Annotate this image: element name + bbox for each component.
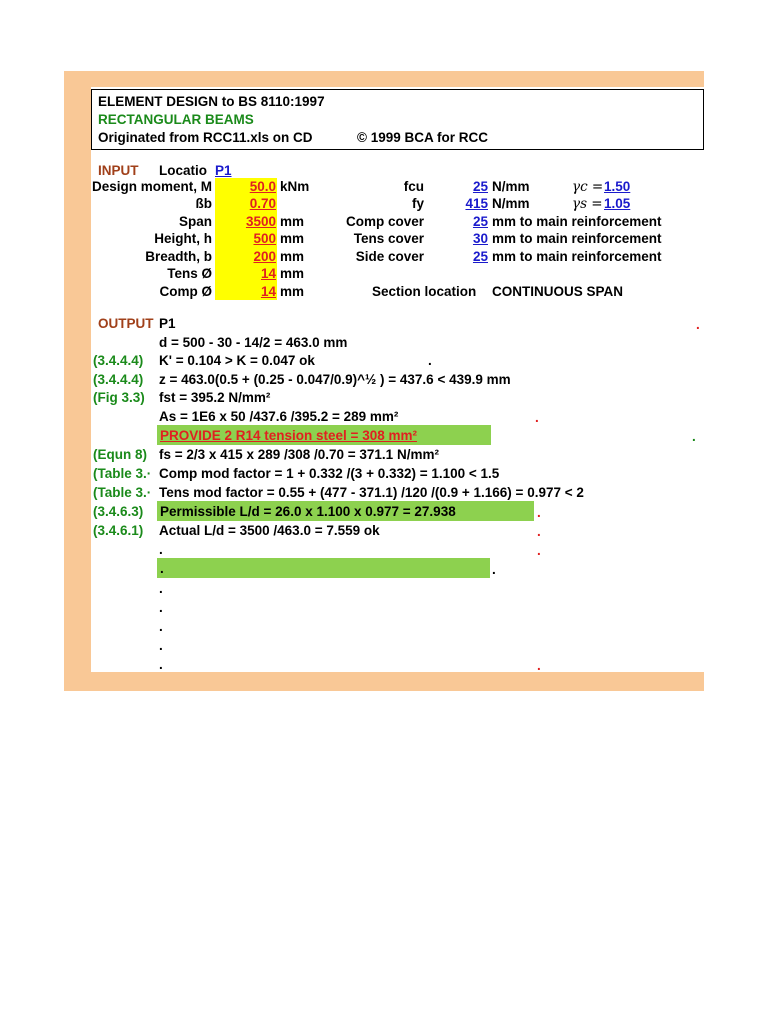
gamma-s-input[interactable]: 1.05 <box>604 196 631 211</box>
empty-line: . <box>159 581 163 596</box>
comp-dia-label: Comp Ø <box>159 284 212 299</box>
empty-line: . <box>159 657 163 672</box>
input-section-label: INPUT <box>98 163 139 178</box>
height-input[interactable]: 500 <box>253 231 276 246</box>
effective-depth-line: d = 500 - 30 - 14/2 = 463.0 mm <box>159 335 348 350</box>
comp-cover-input[interactable]: 25 <box>472 214 488 229</box>
output-ref: (Fig 3.3) <box>93 390 145 405</box>
comp-mod-factor-line: Comp mod factor = 1 + 0.332 /(3 + 0.332) = 1.100 < 1.5 <box>159 466 500 481</box>
marker-dot: . <box>492 562 496 577</box>
k-check-line: K' = 0.104 > K = 0.047 ok <box>159 353 315 368</box>
beta-b-label: ßb <box>195 196 212 211</box>
title-origin: Originated from RCC11.xls on CD <box>98 130 313 145</box>
empty-line: . <box>159 638 163 653</box>
title-standard: ELEMENT DESIGN to BS 8110:1997 <box>98 94 325 109</box>
height-label: Height, h <box>154 231 212 246</box>
marker-dot: . <box>535 410 539 425</box>
gamma-c-label: γc = <box>572 179 604 195</box>
provide-steel-line: PROVIDE 2 R14 tension steel = 308 mm² <box>160 428 417 443</box>
marker-dot: . <box>696 317 700 332</box>
output-ref: (Table 3.· <box>93 466 152 481</box>
empty-line: . <box>159 600 163 615</box>
tens-cover-unit: mm to main reinforcement <box>492 231 662 246</box>
fcu-input[interactable]: 25 <box>472 179 488 194</box>
section-location-value: CONTINUOUS SPAN <box>492 284 624 299</box>
output-ref: (3.4.6.3) <box>93 504 144 519</box>
service-stress-line: fs = 2/3 x 415 x 289 /308 /0.70 = 371.1 N/mm² <box>159 447 439 462</box>
fy-label: fy <box>411 196 424 211</box>
breadth-unit: mm <box>280 249 305 264</box>
breadth-label: Breadth, b <box>145 249 212 264</box>
fy-unit: N/mm <box>492 196 530 211</box>
title-copyright: © 1999 BCA for RCC <box>357 130 488 145</box>
output-ref: (Table 3.· <box>93 485 152 500</box>
tens-cover-input[interactable]: 30 <box>472 231 488 246</box>
gamma-c-input[interactable]: 1.50 <box>604 179 631 194</box>
tens-dia-label: Tens Ø <box>167 266 212 281</box>
fy-input[interactable]: 415 <box>465 196 488 211</box>
location-input[interactable]: P1 <box>215 163 232 178</box>
empty-line: . <box>159 619 163 634</box>
output-ref: (Equn 8) <box>93 447 147 462</box>
span-unit: mm <box>280 214 305 229</box>
permissible-ld-line: Permissible L/d = 26.0 x 1.100 x 0.977 = 27.938 <box>160 504 456 519</box>
location-label: Locatio <box>159 163 208 178</box>
tens-dia-input[interactable]: 14 <box>260 266 276 281</box>
tens-mod-factor-line: Tens mod factor = 0.55 + (477 - 371.1) /120 /(0.9 + 1.166) = 0.977 < 2 <box>159 485 584 500</box>
comp-dia-unit: mm <box>280 284 305 299</box>
marker-dot: . <box>428 353 432 368</box>
design-moment-input[interactable]: 50.0 <box>249 179 276 194</box>
comp-cover-unit: mm to main reinforcement <box>492 214 662 229</box>
output-location: P1 <box>159 316 176 331</box>
design-moment-unit: kNm <box>280 179 310 194</box>
empty-highlight <box>157 558 490 578</box>
fcu-unit: N/mm <box>492 179 530 194</box>
steel-stress-line: fst = 395.2 N/mm² <box>159 390 271 405</box>
empty-line: . <box>159 542 163 557</box>
design-moment-label: Design moment, M <box>91 179 212 194</box>
comp-cover-label: Comp cover <box>345 214 424 229</box>
marker-dot: . <box>537 658 541 673</box>
breadth-input[interactable]: 200 <box>253 249 276 264</box>
span-label: Span <box>178 214 212 229</box>
side-cover-label: Side cover <box>355 249 424 264</box>
marker-dot: . <box>537 543 541 558</box>
output-ref: (3.4.4.4) <box>93 353 144 368</box>
actual-ld-line: Actual L/d = 3500 /463.0 = 7.559 ok <box>159 523 380 538</box>
output-ref: (3.4.4.4) <box>93 372 144 387</box>
empty-line: . <box>160 561 164 576</box>
tens-cover-label: Tens cover <box>353 231 424 246</box>
output-section-label: OUTPUT <box>98 316 154 331</box>
marker-dot: . <box>537 524 541 539</box>
side-cover-input[interactable]: 25 <box>472 249 488 264</box>
fcu-label: fcu <box>403 179 424 194</box>
steel-area-line: As = 1E6 x 50 /437.6 /395.2 = 289 mm² <box>159 409 399 424</box>
lever-arm-line: z = 463.0(0.5 + (0.25 - 0.047/0.9)^½ ) = 437.6 < 439.9 mm <box>159 372 511 387</box>
marker-dot: . <box>692 429 696 444</box>
output-ref: (3.4.6.1) <box>93 523 144 538</box>
tens-dia-unit: mm <box>280 266 305 281</box>
height-unit: mm <box>280 231 305 246</box>
span-input[interactable]: 3500 <box>245 214 276 229</box>
title-element-type: RECTANGULAR BEAMS <box>98 112 254 127</box>
gamma-s-label: γs = <box>572 196 603 212</box>
side-cover-unit: mm to main reinforcement <box>492 249 662 264</box>
beta-b-input[interactable]: 0.70 <box>249 196 276 211</box>
comp-dia-input[interactable]: 14 <box>260 284 276 299</box>
marker-dot: . <box>537 505 541 520</box>
section-location-label: Section location <box>372 284 477 299</box>
